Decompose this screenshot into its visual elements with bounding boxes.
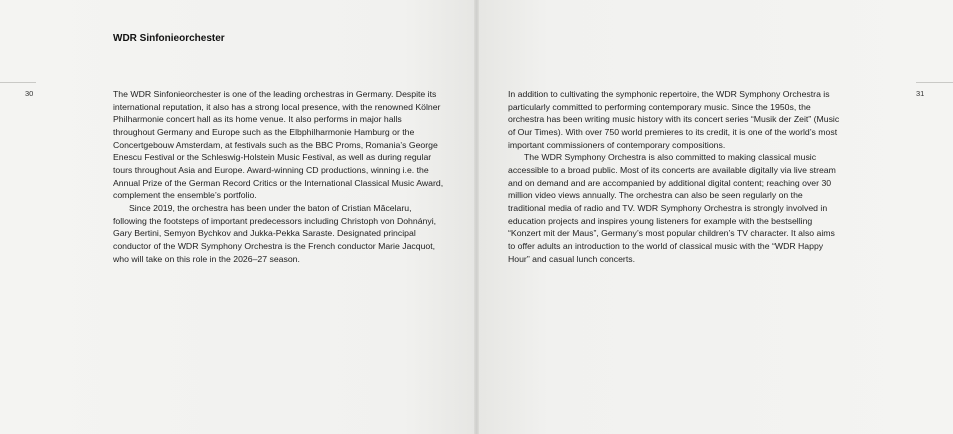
paragraph-conductors: Since 2019, the orchestra has been under the baton of Cristian Măcelaru, following the footsteps of important predecessors including Christoph von Dohnányi, Gary Bertini, Semyon Bychkov and Jukka-Pekka Saraste. Designated principal conductor of the WDR Symphony Orchestra is the French conductor Marie Jacquot, who will take on this role in the 2026–27 season.	[113, 202, 437, 264]
paragraph-contemporary-music: In addition to cultivating the symphonic repertoire, the WDR Symphony Orchestra is particularly committed to performing contemporary music. Since the 1950s, the orchestra has been writing music history with its concert series “Musik der Zeit” (Music of Our Times). With over 750 world premieres to its credit, it is one of the world’s most important commissioners of contemporary compositions.	[508, 89, 840, 150]
paragraph-accessibility: The WDR Symphony Orchestra is also committed to making classical music accessible to a broad public. Most of its concerts are available digitally via live stream and on demand and are accompanied by additional digital content; reaching over 30 million video views annually. The orchestra can also be seen regularly on the traditional media of radio and TV. WDR Symphony Orchestra is strongly involved in education projects and inspires young listeners for example with the bestselling “Konzert mit der Maus”, Germany’s most popular children’s TV character. It also aims to offer adults an introduction to the world of classical music with the “WDR Happy Hour” and casual lunch concerts.	[508, 152, 836, 264]
section-title: WDR Sinfonieorchester	[113, 33, 225, 44]
left-margin-rule	[0, 82, 36, 83]
paragraph-orchestra-intro: The WDR Sinfonieorchester is one of the leading orchestras in Germany. Despite its international reputation, it also has a strong local presence, with the renowned Kölner Philharmonie concert hall as its home venue. It also performs in major halls throughout Germany and Europe such as the Elbphilharmonie Hamburg or the Concertgebouw Amsterdam, at festivals such as the BBC Proms, Romania’s George Enescu Festival or the Schleswig-Holstein Music Festival, as well as during regular tours throughout Asia and Europe. Award-winning CD productions, winning i.e. the Annual Prize of the German Record Critics or the International Classical Music Award, complement the ensemble’s portfolio.	[113, 89, 444, 201]
left-text-column	[113, 88, 445, 265]
left-page-number: 30	[25, 89, 34, 98]
right-text-column	[508, 88, 842, 265]
right-page-number: 31	[916, 89, 925, 98]
right-margin-rule	[916, 82, 953, 83]
book-gutter	[474, 0, 479, 434]
